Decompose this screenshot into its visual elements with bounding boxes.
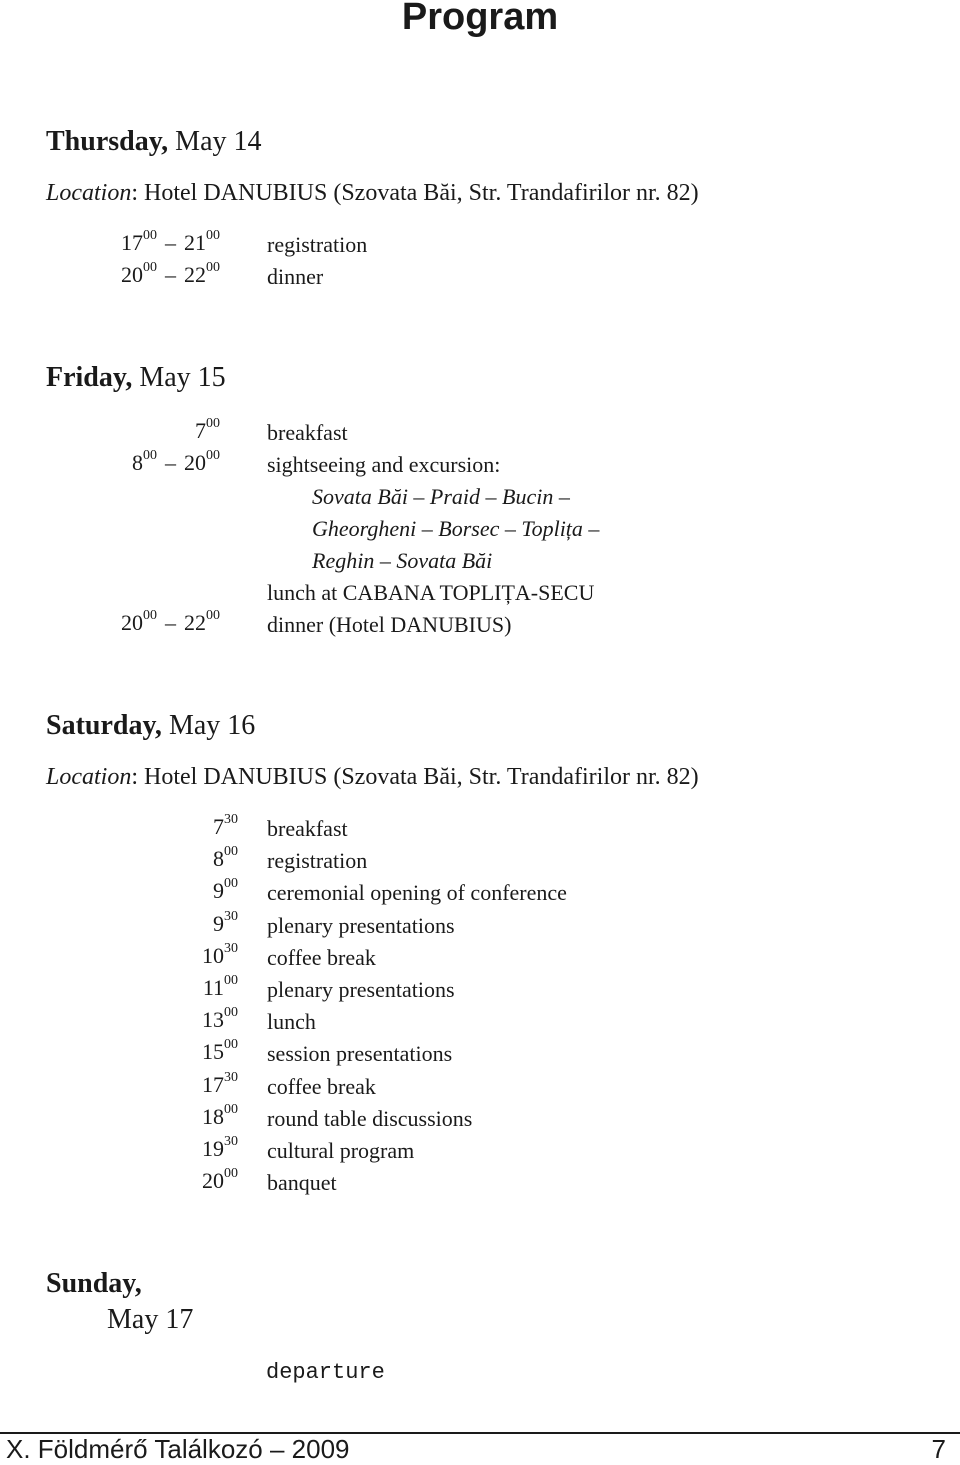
departure-item: departure: [266, 1360, 385, 1385]
time-single: $9^{00}$: [213, 876, 238, 904]
time-range: $8^{00} - 20^{00}$: [132, 448, 220, 475]
friday-heading: [46, 362, 226, 394]
route-line: Sovata Băi – Praid – Bucin –: [312, 484, 570, 509]
time-single: $20^{00}$: [202, 1166, 238, 1194]
page-title: Program: [401, 0, 559, 38]
schedule-item: registration: [267, 232, 368, 257]
day-name: Sunday,: [46, 1268, 142, 1299]
schedule-item: session presentations: [267, 1041, 453, 1067]
day-name: Thursday,: [46, 126, 169, 157]
page-number: 7: [931, 1434, 946, 1464]
time-single: $7^{30}$: [213, 812, 238, 839]
time-single: $10^{30}$: [202, 940, 238, 968]
time-single: $18^{00}$: [202, 1101, 238, 1129]
schedule-item: dinner (Hotel DANUBIUS): [267, 612, 512, 637]
time-range: $20^{00} - 22^{00}$: [121, 608, 220, 635]
schedule-item: lunch: [267, 1009, 316, 1035]
time-range: $17^{00} - 21^{00}$: [121, 228, 220, 255]
thursday-location: [46, 180, 699, 207]
schedule-item: plenary presentations: [267, 912, 455, 938]
location-label: Location: [46, 180, 132, 206]
time-range: $20^{00} - 22^{00}$: [121, 260, 220, 287]
schedule-item: banquet: [267, 1170, 337, 1196]
schedule-item: coffee break: [267, 1073, 376, 1099]
time-single: $13^{00}$: [202, 1005, 238, 1033]
time-single: $19^{30}$: [202, 1134, 238, 1161]
day-date: May 14: [175, 126, 262, 157]
time-single: $9^{30}$: [213, 908, 238, 936]
day-name: Friday,: [46, 362, 133, 393]
schedule-item: sightseeing and excursion:: [267, 452, 501, 477]
schedule-item: dinner: [267, 264, 324, 289]
route-line: Gheorgheni – Borsec – Toplița –: [312, 516, 600, 541]
time-single: $17^{30}$: [202, 1069, 238, 1097]
day-name: Saturday,: [46, 710, 162, 741]
time-single: $15^{00}$: [202, 1037, 238, 1065]
time-single: $8^{00}$: [213, 844, 238, 872]
schedule-item: round table discussions: [267, 1105, 473, 1131]
saturday-heading: [46, 710, 255, 742]
schedule-item: registration: [267, 848, 368, 874]
location-text: : Hotel DANUBIUS (Szovata Băi, Str. Trandafirilor nr. 82): [131, 764, 699, 790]
time-single: $7^{00}$: [195, 416, 220, 443]
day-date: May 15: [139, 362, 226, 393]
footer-title: X. Földmérő Találkozó – 2009: [6, 1434, 350, 1464]
schedule-item: breakfast: [267, 420, 348, 445]
schedule-item: breakfast: [267, 816, 348, 841]
location-label: Location: [46, 764, 132, 790]
sunday-heading: [46, 1268, 142, 1300]
schedule-item: ceremonial opening of conference: [267, 880, 567, 906]
day-date: May 16: [168, 710, 256, 741]
schedule-item: plenary presentations: [267, 977, 455, 1002]
lunch-item: lunch at CABANA TOPLIȚA-SECU: [267, 580, 595, 605]
location-text: : Hotel DANUBIUS (Szovata Băi, Str. Trandafirilor nr. 82): [131, 180, 699, 206]
sunday-date: May 17: [107, 1304, 194, 1335]
thursday-heading: [46, 126, 262, 158]
saturday-location: [46, 764, 699, 791]
time-single: $11^{00}$: [202, 973, 238, 1000]
route-line: Reghin – Sovata Băi: [312, 548, 493, 573]
schedule-item: coffee break: [267, 944, 376, 970]
schedule-item: cultural program: [267, 1138, 415, 1163]
